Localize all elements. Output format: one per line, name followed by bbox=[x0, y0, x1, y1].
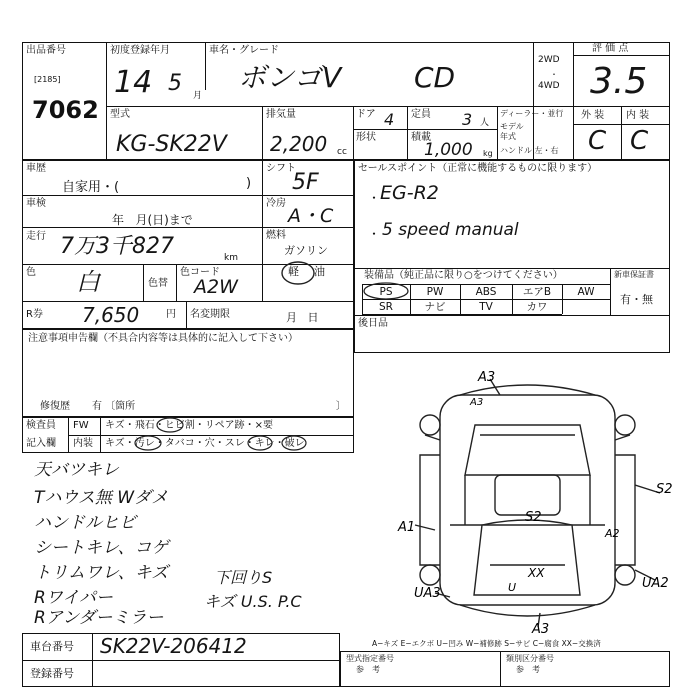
ac-value: A・C bbox=[288, 205, 334, 227]
mark-u: U bbox=[508, 581, 517, 594]
mileage-label: 走行 bbox=[26, 231, 46, 242]
fuel-gasoline: ガソリン bbox=[284, 244, 328, 257]
interior-check-label: 内装 bbox=[73, 438, 93, 449]
type-cert-label: 型式指定番号 bbox=[346, 654, 394, 663]
inspector-label-1: 検査員 bbox=[26, 420, 56, 431]
registration-label: 登録番号 bbox=[30, 667, 74, 680]
divider bbox=[262, 160, 263, 301]
lot-number: 7062 bbox=[32, 96, 99, 124]
divider bbox=[500, 651, 501, 687]
divider bbox=[497, 106, 498, 160]
recycle-label: R券 bbox=[26, 309, 43, 320]
grade: CD bbox=[414, 61, 456, 94]
later-items-label: 後日品 bbox=[358, 318, 388, 329]
displacement-value: 2,200 bbox=[270, 132, 328, 156]
shift-label: シフト bbox=[266, 163, 296, 174]
car-damage-diagram bbox=[390, 365, 680, 640]
fuel-light: 軽 bbox=[288, 265, 299, 278]
divider bbox=[621, 106, 622, 160]
model-label: 型式 bbox=[110, 109, 130, 120]
repair-history-close: 〕 bbox=[336, 401, 346, 412]
reg-month: 5 bbox=[168, 71, 182, 96]
remark-5: トリムワレ、キズ bbox=[34, 563, 169, 583]
chassis-number: SK22V-206412 bbox=[100, 634, 247, 658]
chassis-label: 車台番号 bbox=[30, 640, 74, 653]
divider bbox=[354, 268, 670, 269]
reg-year: 14 bbox=[114, 65, 153, 100]
fw-label: FW bbox=[73, 420, 89, 431]
divider bbox=[22, 301, 354, 302]
class-sub: 参 考 bbox=[516, 665, 540, 674]
displacement-label: 排気量 bbox=[266, 109, 296, 120]
divider bbox=[354, 315, 670, 316]
divider bbox=[22, 660, 340, 661]
car-name: ボンゴV bbox=[238, 61, 342, 94]
mark-a2-right: A2 bbox=[605, 527, 620, 540]
divider bbox=[353, 129, 497, 130]
type-cert-sub: 参 考 bbox=[356, 665, 380, 674]
color-value: 白 bbox=[76, 268, 100, 296]
first-reg-label: 初度登録年月 bbox=[110, 45, 170, 56]
mark-a3-rear: A3 bbox=[532, 622, 550, 637]
color-code-label: 色コード bbox=[180, 267, 220, 278]
mark-s2-right: S2 bbox=[656, 482, 673, 497]
diagram-legend: A−キズ E−エクボ U−凹み W−補修跡 S−サビ C−腐食 XX−交換済 bbox=[372, 639, 601, 648]
load-unit: kg bbox=[483, 149, 493, 158]
divider bbox=[262, 106, 263, 160]
score-value: 3.5 bbox=[590, 61, 648, 102]
divider bbox=[205, 42, 206, 90]
remark-right-2: キズ U.S. P.C bbox=[204, 592, 302, 611]
divider bbox=[22, 195, 354, 196]
mark-a3-extra: A3 bbox=[470, 397, 484, 408]
inspector-circle-marks bbox=[100, 417, 354, 453]
reg-month-unit: 月 bbox=[193, 91, 203, 101]
remark-3: ハンドルヒビ bbox=[34, 513, 136, 533]
capacity-label: 定員 bbox=[411, 109, 431, 120]
car-name-label: 車名・グレード bbox=[209, 45, 279, 56]
score-label: 評 価 点 bbox=[592, 43, 629, 54]
class-label: 類別区分番号 bbox=[506, 654, 554, 663]
equip-navi: ナビ bbox=[424, 301, 446, 313]
fuel-oil: 油 bbox=[314, 265, 325, 278]
warranty-label: 新車保証書 bbox=[614, 270, 654, 279]
fw-items: キズ・飛石・ヒビ割・リペア跡・×要 bbox=[105, 420, 273, 431]
color-change-label: 色替 bbox=[148, 278, 168, 289]
equip-abs: ABS bbox=[475, 286, 497, 298]
equip-aw: AW bbox=[577, 286, 595, 298]
sales-point-label: セールスポイント（正常に機能するものに限ります） bbox=[358, 163, 598, 174]
equip-pw: PW bbox=[426, 286, 444, 298]
shift-value: 5F bbox=[292, 170, 319, 195]
exterior-label: 外 装 bbox=[581, 110, 605, 121]
mark-s2-center: S2 bbox=[525, 510, 542, 525]
dealer-label: ディーラー・並行 bbox=[500, 109, 564, 118]
repair-history-label: 修復歴 bbox=[40, 401, 70, 412]
equip-tv: TV bbox=[479, 301, 493, 313]
mileage-unit: km bbox=[224, 253, 238, 263]
lot-sub: [2185] bbox=[34, 75, 61, 84]
divider bbox=[573, 42, 574, 160]
mileage-value: 7万3千827 bbox=[60, 234, 174, 259]
model-value: KG-SK22V bbox=[116, 132, 227, 157]
4wd-label: 4WD bbox=[538, 81, 560, 91]
divider bbox=[68, 417, 69, 453]
divider bbox=[92, 633, 93, 687]
history-close: ) bbox=[246, 176, 252, 191]
capacity-value: 3 bbox=[462, 110, 473, 129]
fuel-circle-mark bbox=[278, 258, 318, 288]
divider bbox=[610, 268, 611, 315]
remark-2: Tハウス無 Wダメ bbox=[34, 488, 169, 508]
divider bbox=[573, 55, 670, 56]
remark-1: 天バツキレ bbox=[34, 460, 119, 480]
door-label: ドア bbox=[356, 109, 376, 120]
mark-ua3: UA3 bbox=[414, 586, 441, 601]
shape-label: 形状 bbox=[356, 132, 376, 143]
sales-point-line2: 5 speed manual bbox=[382, 220, 519, 240]
inspection-label: 車検 bbox=[26, 198, 46, 209]
color-label: 色 bbox=[26, 267, 36, 278]
equip-sr: SR bbox=[379, 301, 393, 313]
door-value: 4 bbox=[384, 110, 395, 129]
remark-7: Rアンダーミラー bbox=[34, 608, 164, 628]
interior-grade: C bbox=[630, 126, 649, 156]
model-year-unit: 年式 bbox=[500, 132, 516, 141]
recycle-unit: 円 bbox=[166, 309, 176, 320]
mark-a1-left: A1 bbox=[398, 520, 416, 535]
2wd-label: 2WD bbox=[538, 55, 560, 65]
color-code-value: A2W bbox=[194, 276, 238, 298]
divider bbox=[106, 106, 670, 107]
interior-check-items: キズ・汚レ・タバコ・穴・スレ・キレ・破レ bbox=[105, 438, 305, 449]
model-year-label: モデル bbox=[500, 122, 524, 131]
history-label: 車歴 bbox=[26, 163, 46, 174]
fuel-label: 燃料 bbox=[266, 230, 286, 241]
wd-dot: ・ bbox=[550, 70, 558, 79]
equipment-label: 装備品（純正品に限り○をつけてください） bbox=[364, 270, 563, 281]
history-value: 自家用・( bbox=[62, 180, 120, 195]
name-change-label: 名変期限 bbox=[190, 309, 230, 320]
recycle-value: 7,650 bbox=[82, 303, 140, 327]
warranty-value: 有・無 bbox=[620, 293, 653, 306]
load-label: 積載 bbox=[411, 132, 431, 143]
equip-ps: PS bbox=[379, 286, 393, 298]
interior-label: 内 装 bbox=[626, 110, 650, 121]
mark-a3-front: A3 bbox=[478, 370, 496, 385]
equip-airbag: エアB bbox=[522, 286, 552, 298]
remark-6: Rワイパー bbox=[34, 588, 113, 608]
mark-xx: XX bbox=[528, 566, 545, 580]
divider bbox=[176, 264, 177, 301]
notes-label: 注意事項申告欄（不具合内容等は具体的に記入して下さい） bbox=[28, 333, 298, 344]
divider bbox=[533, 42, 534, 160]
bullet-1: ・ bbox=[368, 191, 381, 205]
divider bbox=[186, 301, 187, 329]
sales-point-line1: EG-R2 bbox=[380, 182, 439, 204]
ps-circle-mark bbox=[360, 280, 412, 302]
divider bbox=[353, 106, 354, 160]
inspector-label-2: 記入欄 bbox=[26, 438, 56, 449]
remark-4: シートキレ、コゲ bbox=[34, 538, 169, 558]
divider bbox=[143, 264, 144, 301]
inspection-value: 年 月(日)まで bbox=[112, 213, 193, 227]
capacity-unit: 人 bbox=[480, 118, 490, 128]
repair-history-value: 有 〔箇所 bbox=[92, 401, 136, 412]
remark-right-1: 下回りS bbox=[214, 568, 273, 587]
divider bbox=[106, 42, 107, 160]
lot-label: 出品番号 bbox=[26, 45, 66, 56]
equip-leather: カワ bbox=[526, 301, 548, 313]
divider bbox=[407, 106, 408, 160]
bullet-2: ・ bbox=[368, 227, 381, 241]
load-value: 1,000 bbox=[424, 140, 473, 160]
ac-label: 冷房 bbox=[266, 198, 286, 209]
mark-ua2: UA2 bbox=[642, 576, 669, 591]
exterior-grade: C bbox=[588, 126, 607, 156]
displacement-unit: cc bbox=[337, 147, 347, 157]
name-change-value: 月 日 bbox=[286, 311, 319, 324]
handle-label: ハンドル 左・右 bbox=[500, 146, 559, 155]
